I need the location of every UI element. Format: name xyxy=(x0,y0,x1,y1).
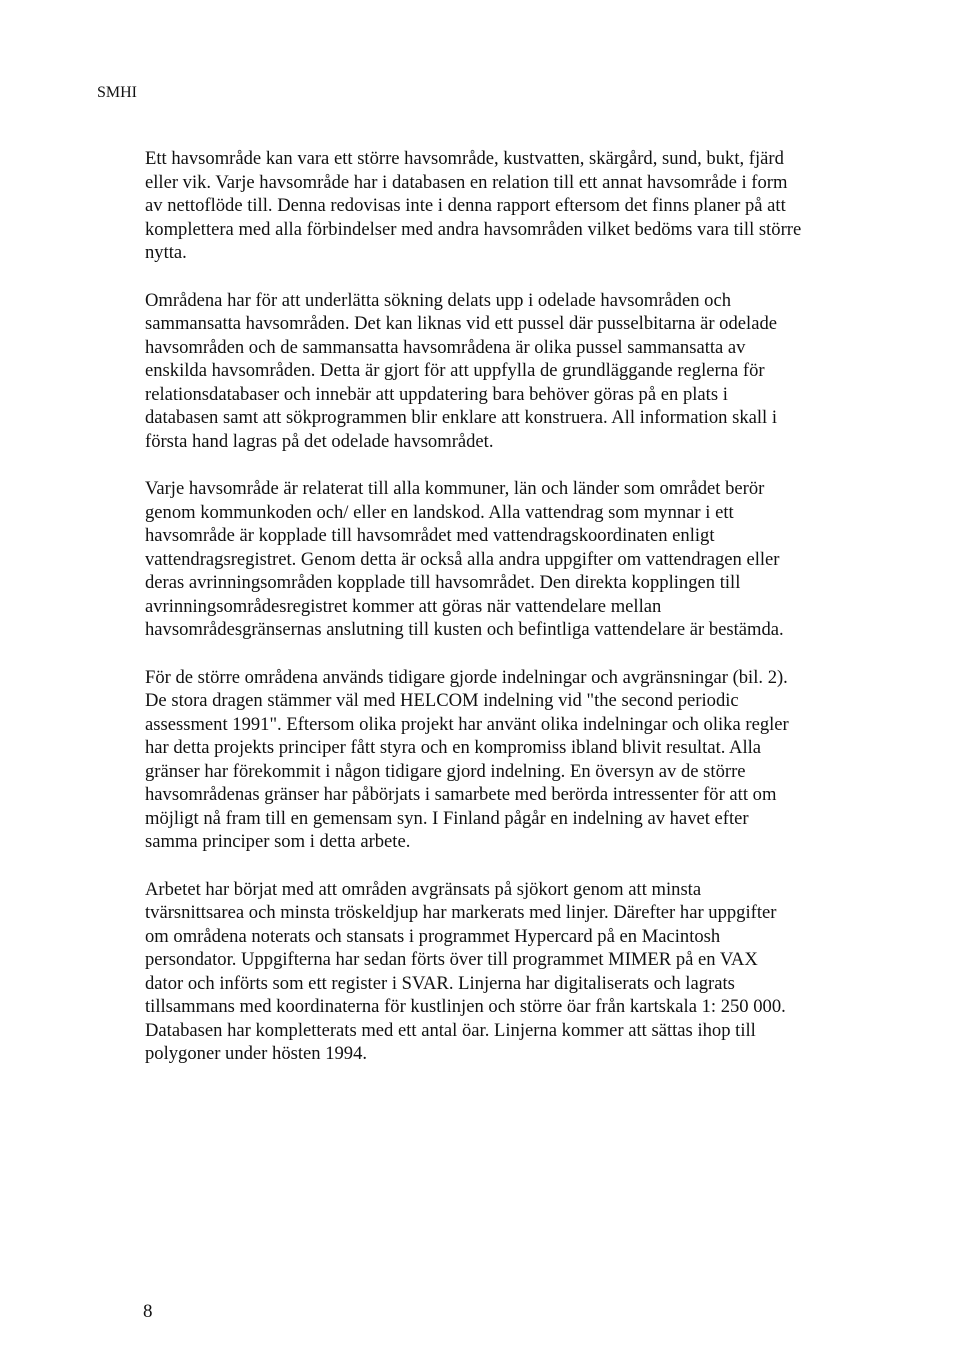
text-line: enskilda havsområden. Detta är gjort för att uppfylla de grundläggande reglerna för xyxy=(145,360,765,381)
text-line: relationsdatabaser och innebär att uppdatering bara behöver göras på en plats i xyxy=(145,383,728,405)
text-line: persondator. Uppgifterna har sedan förts över till programmet MIMER på en VAX xyxy=(145,949,758,970)
text-line: Områdena har för att underlätta sökning delats upp i odelade havsområden och xyxy=(145,289,732,311)
text-line: deras avrinningsområden kopplade till havsområdet. Den direkta kopplingen till xyxy=(145,572,741,593)
text-line: De stora dragen stämmer väl med HELCOM indelning vid "the second periodic xyxy=(145,690,739,711)
text-line: nytta. xyxy=(145,242,187,263)
text-line: samma principer som i detta arbete. xyxy=(145,831,411,852)
text-line: havsområde är kopplade till havsområdet med vattendragskoordinaten enligt xyxy=(145,525,715,546)
text-line: havsområdenas gränser har påbörjats i samarbete med berörda intressenter för att om xyxy=(145,784,777,805)
text-line: möjligt nå fram till en gemensam syn. I Finland pågår en indelning av havet efter xyxy=(145,807,749,829)
paragraph-4 xyxy=(145,666,875,854)
page-number: 8 xyxy=(143,1301,153,1322)
text-line: gränser har förekommit i någon tidigare gjord indelning. En översyn av de större xyxy=(145,760,746,782)
paragraph-5 xyxy=(145,878,875,1066)
text-line: havsområdesgränsernas anslutning till kusten och befintliga vattendelare är bestämda. xyxy=(145,619,784,640)
text-line: av nettoflöde till. Denna redovisas inte i denna rapport eftersom det finns planer på att xyxy=(145,195,786,216)
text-line: har detta projekts principer fått styra och en kompromiss ibland blivit resultat. Alla xyxy=(145,737,762,758)
header-org-name: SMHI xyxy=(97,84,138,101)
text-line: eller vik. Varje havsområde har i databasen en relation till ett annat havsområde i form xyxy=(145,171,788,193)
text-line: Databasen har kompletterats med ett antal öar. Linjerna kommer att sättas ihop till xyxy=(145,1019,756,1041)
text-line: vattendragsregistret. Genom detta är också alla andra uppgifter om vattendragen eller xyxy=(145,548,780,570)
text-line: assessment 1991". Eftersom olika projekt har använt olika indelningar och olika regler xyxy=(145,713,789,735)
text-line: databasen samt att sökprogrammen blir enklare att konstruera. All information skall i xyxy=(145,407,778,428)
text-line: Arbetet har börjat med att områden avgränsats på sjökort genom att minsta xyxy=(145,878,702,900)
paragraph-2 xyxy=(145,289,875,454)
document-body xyxy=(145,147,875,1090)
text-line: genom kommunkoden och/ eller en landskod. Alla vattendrag som mynnar i ett xyxy=(145,501,734,523)
text-line: om områdena noterats och stansats i programmet Hypercard på en Macintosh xyxy=(145,925,721,947)
text-line: För de större områdena används tidigare gjorde indelningar och avgränsningar (bil. 2). xyxy=(145,666,788,688)
text-line: sammansatta havsområden. Det kan liknas vid ett pussel där pusselbitarna är odelade xyxy=(145,313,777,334)
text-line: avrinningsområdesregistret kommer att göras när vattendelare mellan xyxy=(145,595,662,617)
paragraph-1 xyxy=(145,147,875,265)
text-line: tvärsnittsarea och minsta tröskeldjup har markerats med linjer. Därefter har uppgifter xyxy=(145,902,777,923)
text-line: Varje havsområde är relaterat till alla kommuner, län och länder som området berör xyxy=(145,478,765,499)
text-line: komplettera med alla förbindelser med andra havsområden vilket bedöms vara till större xyxy=(145,218,802,240)
text-line: polygoner under hösten 1994. xyxy=(145,1043,368,1064)
text-line: tillsammans med koordinaterna för kustlinjen och större öar från kartskala 1: 250 000. xyxy=(145,996,786,1017)
page-header xyxy=(97,84,137,102)
text-line: dator och införts som ett register i SVAR. Linjerna har digitaliserats och lagrats xyxy=(145,972,735,994)
text-line: första hand lagras på det odelade havsområdet. xyxy=(145,430,494,452)
paragraph-3 xyxy=(145,477,875,642)
text-line: havsområden och de sammansatta havsområdena är olika pussel sammansatta av xyxy=(145,336,746,358)
text-line: Ett havsområde kan vara ett större havsområde, kustvatten, skärgård, sund, bukt, fjärd xyxy=(145,148,784,169)
